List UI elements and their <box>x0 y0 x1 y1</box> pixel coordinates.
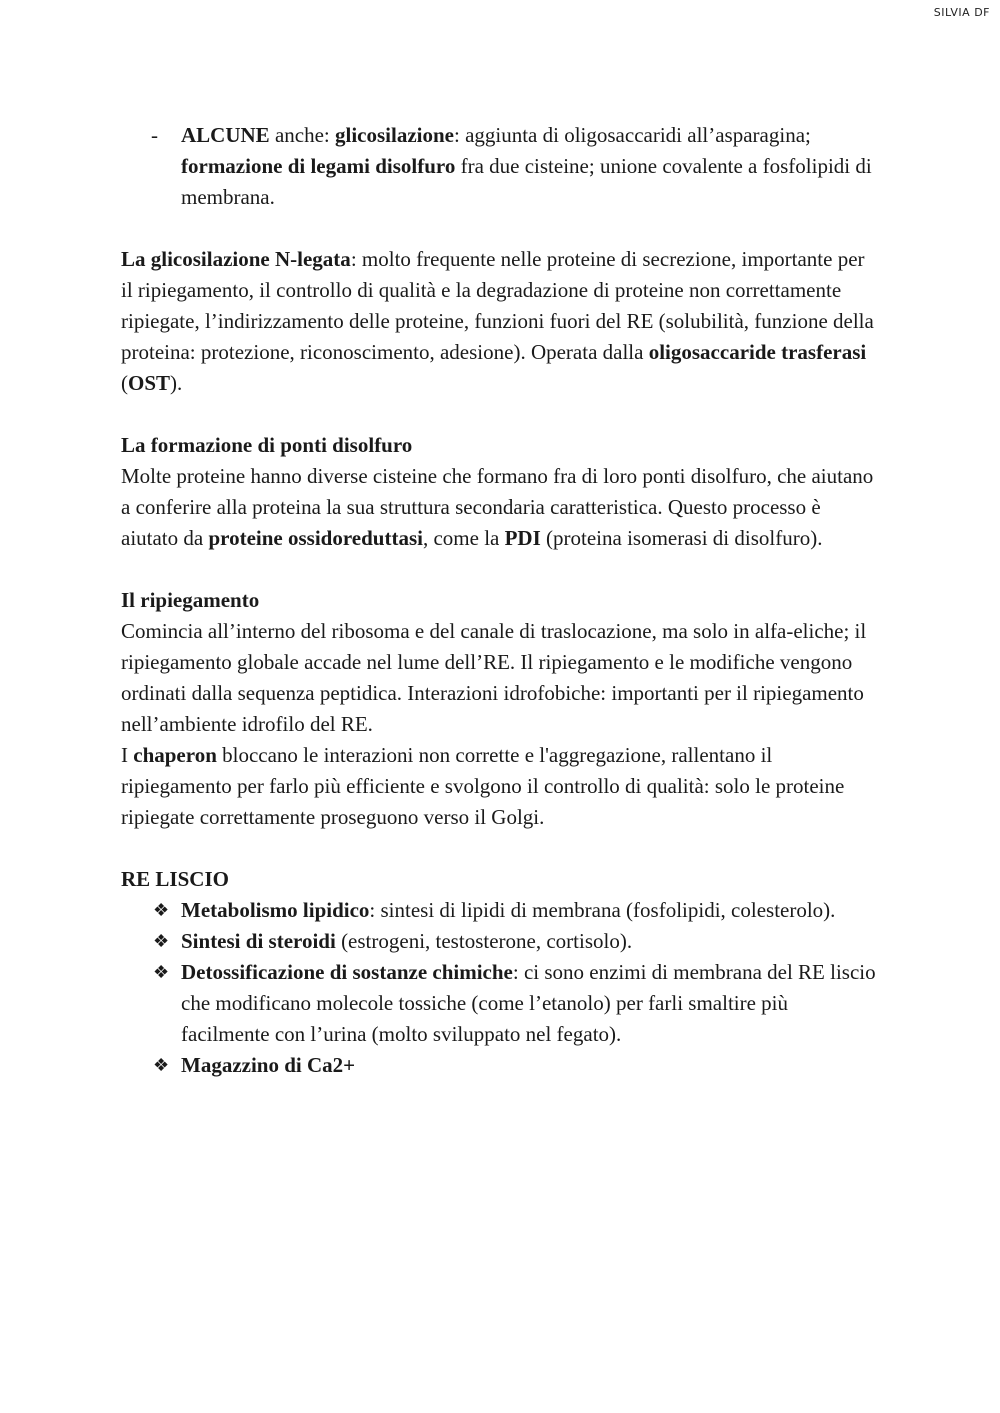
text-run: I <box>121 743 134 767</box>
text-run: : molto frequente nelle proteine di secrezione, importante per il ripiegamento, il controllo di qualità e la degradazione di proteine non correttamente ripiegate, l’indirizzamento delle proteine, funzioni fuori del RE (solubilità, funzione della proteina: protezione, riconoscimento, adesione). Operata dalla <box>121 247 874 364</box>
list-item <box>121 895 881 926</box>
text-run: Molte proteine hanno diverse cisteine che formano fra di loro ponti disolfuro, che aiutano a conferire alla proteina la sua struttura secondaria caratteristica. Questo processo è aiutato da <box>121 464 874 550</box>
text-run: ( <box>121 371 128 395</box>
text-run: bloccano le interazioni non corrette e l'aggregazione, rallentano il ripiegamento per farlo più efficiente e svolgono il controllo di qualità: solo le proteine ripiegate correttamente proseguono verso il Golgi. <box>121 743 845 829</box>
bold-term: ALCUNE <box>181 123 270 147</box>
text-run: ). <box>170 371 183 395</box>
bold-term: formazione di legami disolfuro <box>181 154 456 178</box>
bold-term: proteine ossidoreduttasi <box>208 526 423 550</box>
text-run: (estrogeni, testosterone, cortisolo). <box>335 929 633 953</box>
diamond-bullet-icon: ❖ <box>153 962 170 982</box>
diamond-bullet-icon: ❖ <box>153 931 170 951</box>
chaperon-paragraph <box>121 740 881 833</box>
bold-term: Magazzino di Ca2+ <box>181 1053 356 1077</box>
re-liscio-section <box>121 864 881 1081</box>
section-heading-inline: La glicosilazione N-legata <box>121 247 351 271</box>
dash-marker: - <box>151 123 158 147</box>
glicosilazione-paragraph <box>121 244 881 399</box>
bold-term: PDI <box>504 526 541 550</box>
section-heading: RE LISCIO <box>121 867 229 891</box>
list-item <box>121 926 881 957</box>
re-liscio-list <box>121 895 881 1081</box>
bold-term: Metabolismo lipidico <box>181 898 370 922</box>
text-run: : sintesi di lipidi di membrana (fosfolipidi, colesterolo). <box>369 898 836 922</box>
list-item <box>121 1050 881 1081</box>
bold-term: OST <box>128 371 171 395</box>
bold-term: chaperon <box>133 743 217 767</box>
bold-term: Detossificazione di sostanze chimiche <box>181 960 513 984</box>
ripiegamento-section <box>121 585 881 833</box>
bold-term: Sintesi di steroidi <box>181 929 336 953</box>
ripiegamento-paragraph: Comincia all’interno del ribosoma e del canale di traslocazione, ma solo in alfa-eliche; il ripiegamento globale accade nel lume dell’RE. Il ripiegamento e le modifiche vengono ordinati dalla sequenza peptidica. Interazioni idrofobiche: importanti per il ripiegamento nell’ambiente idrofilo del RE. <box>121 619 867 736</box>
text-run: : ci sono enzimi di membrana del RE liscio che modificano molecole tossiche (come l’etanolo) per farli smaltire più facilmente con l’urina (molto sviluppato nel fegato). <box>181 960 876 1046</box>
ponti-paragraph <box>121 461 881 554</box>
section-heading: Il ripiegamento <box>121 588 260 612</box>
text-run: fra due cisteine; unione covalente a fosfolipidi di membrana. <box>181 154 872 209</box>
diamond-bullet-icon: ❖ <box>153 1055 170 1075</box>
section-heading: La formazione di ponti disolfuro <box>121 433 413 457</box>
text-run: , come la <box>422 526 505 550</box>
text-run: anche: <box>269 123 335 147</box>
diamond-bullet-icon: ❖ <box>153 900 170 920</box>
bold-term: glicosilazione <box>334 123 454 147</box>
dash-list-item <box>121 120 881 213</box>
author-tag: SILVIA DF <box>933 6 990 19</box>
ponti-section <box>121 430 881 554</box>
list-item <box>121 957 881 1050</box>
text-run: : aggiunta di oligosaccaridi all’asparagina; <box>453 123 811 147</box>
text-run: (proteina isomerasi di disolfuro). <box>540 526 823 550</box>
bold-term: oligosaccaride trasferasi <box>648 340 867 364</box>
document-body <box>121 120 881 1081</box>
